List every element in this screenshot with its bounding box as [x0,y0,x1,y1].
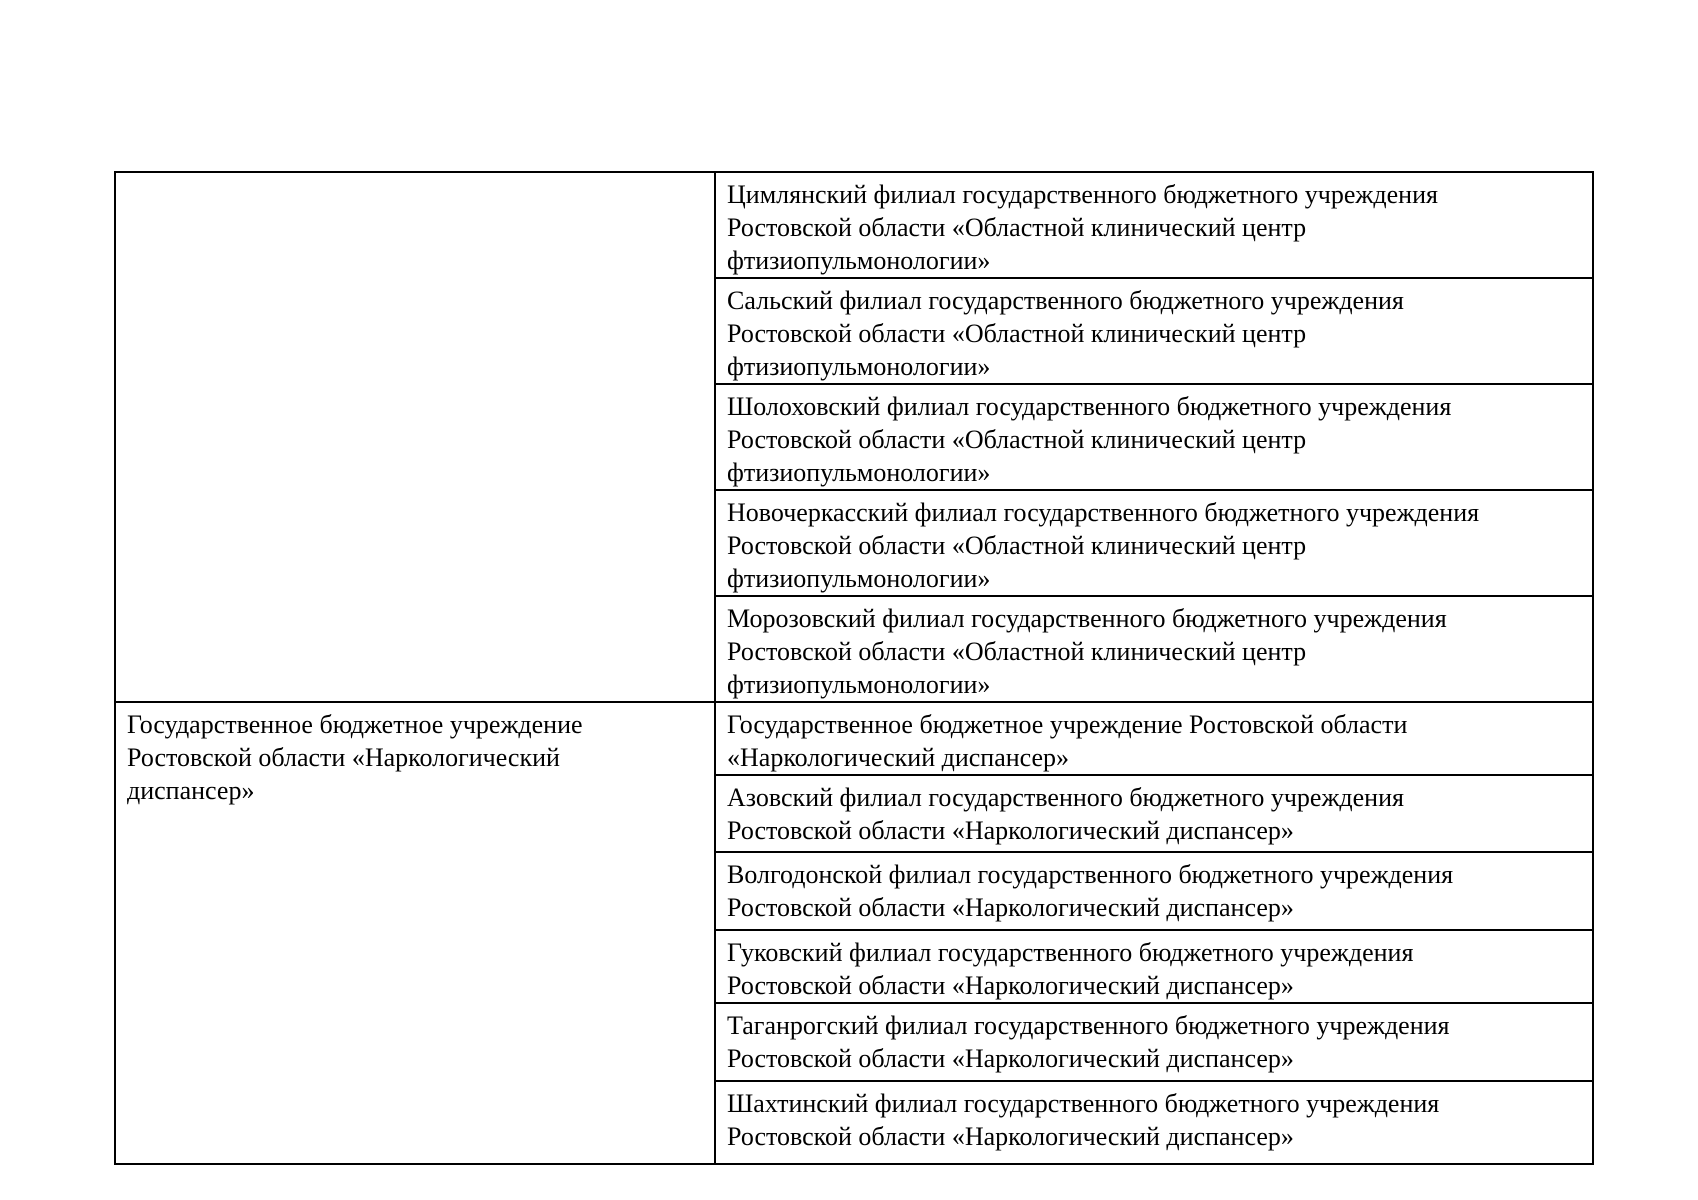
branch-cell [715,172,1593,278]
parent-institution-cell [115,702,715,1164]
parent-institution-name: Государственное бюджетное учреждение Ростовской области «Наркологический диспансер» [127,710,583,805]
branch-name: Гуковский филиал государственного бюджетного учреждения Ростовской области «Наркологический диспансер» [727,938,1414,1000]
branch-name: Шахтинский филиал государственного бюджетного учреждения Ростовской области «Наркологический диспансер» [727,1089,1440,1151]
branch-cell [715,930,1593,1003]
branch-cell [715,1003,1593,1081]
branch-name: Морозовский филиал государственного бюджетного учреждения Ростовской области «Областной клинический центр фтизиопульмонологии» [727,604,1447,699]
branch-cell [715,596,1593,702]
table-row [115,172,1593,278]
branch-cell [715,490,1593,596]
branch-cell [715,384,1593,490]
branch-name: Таганрогский филиал государственного бюджетного учреждения Ростовской области «Наркологический диспансер» [727,1011,1450,1073]
branch-cell [715,1081,1593,1164]
branch-name: Шолоховский филиал государственного бюджетного учреждения Ростовской области «Областной клинический центр фтизиопульмонологии» [727,392,1452,487]
branch-cell [715,775,1593,852]
branch-cell [715,852,1593,930]
branch-name: Цимлянский филиал государственного бюджетного учреждения Ростовской области «Областной клинический центр фтизиопульмонологии» [727,180,1438,275]
branch-name: Государственное бюджетное учреждение Ростовской области «Наркологический диспансер» [727,710,1408,772]
branch-cell [715,278,1593,384]
branch-name: Новочеркасский филиал государственного бюджетного учреждения Ростовской области «Областной клинический центр фтизиопульмонологии» [727,498,1480,593]
branch-name: Волгодонской филиал государственного бюджетного учреждения Ростовской области «Наркологический диспансер» [727,860,1454,922]
institutions-table [114,171,1594,1165]
table-row [115,702,1593,775]
branch-cell [715,702,1593,775]
parent-institution-cell [115,172,715,702]
branch-name: Сальский филиал государственного бюджетного учреждения Ростовской области «Областной клинический центр фтизиопульмонологии» [727,286,1404,381]
branch-name: Азовский филиал государственного бюджетного учреждения Ростовской области «Наркологический диспансер» [727,783,1404,845]
